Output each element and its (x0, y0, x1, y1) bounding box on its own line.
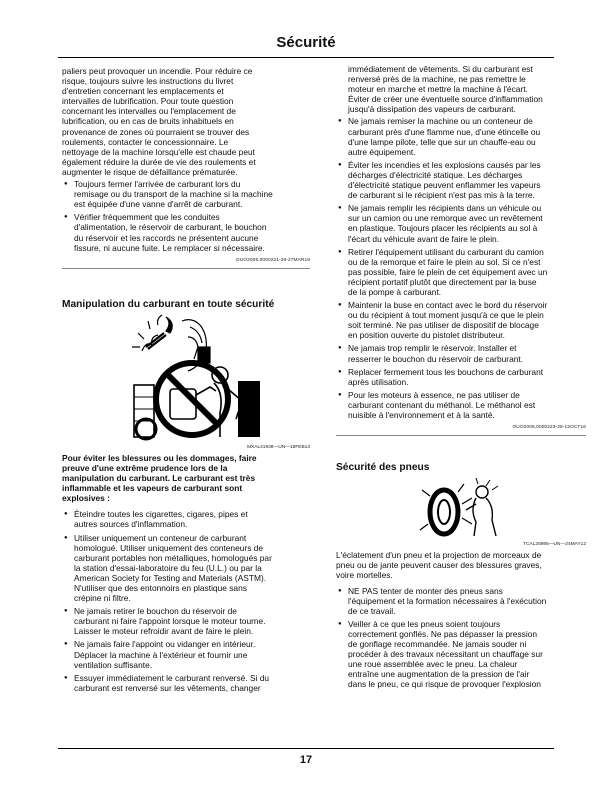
text-line: provenance de zones où pourraient se trouver des (62, 126, 250, 137)
text-line: Pour éviter les blessures ou les dommages, faire (62, 452, 257, 463)
text-line: ● Replacer fermement tous les bouchons de carburant (348, 366, 544, 377)
bullet-item (336, 586, 586, 616)
text-line: lubrification, ou en cas de bruits inhabituels en (62, 116, 234, 127)
text-line: pas possible, faire le plein de cet équipement avec un (348, 266, 548, 277)
page-number: 17 (299, 754, 313, 766)
text-line: ● Veiller à ce que les pneus soient toujours (348, 618, 501, 629)
text-line: ● Éteindre toutes les cigarettes, cigares, pipes et (74, 509, 248, 520)
fuel-handling-title: Manipulation du carburant en toute sécurité (62, 298, 275, 310)
text-line: fissure, ni aucune fuite. Le remplacer si nécessaire. (74, 242, 265, 253)
text-line: American Society for Testing and Materials (ASTM). (74, 572, 267, 583)
text-line: carburant est renversé sur les vêtements, changer (74, 682, 261, 693)
text-line: moteur en marche et mettre la machine à l'écart. (348, 84, 528, 95)
text-line: du réservoir et les raccords ne présentent aucune (74, 232, 259, 243)
text-line: sur un camion ou une remorque avec un revêtement (348, 213, 543, 224)
text-line: ● Vérifier fréquemment que les conduites (74, 212, 220, 223)
left-intro-paragraph (62, 66, 310, 177)
tire-intro-paragraph (336, 550, 586, 580)
text-line: ● Ne jamais remiser la machine ou un conteneur de (348, 116, 533, 127)
text-line: l'équipement et la formation nécessaires à l'exécution (348, 595, 547, 606)
text-line: ● Ne jamais retirer le bouchon du réservoir de (74, 606, 237, 617)
text-line: ● Ne jamais remplir les récipients dans un véhicule ou (348, 203, 542, 214)
text-line: homologué. Utiliser uniquement des conteneurs de (74, 542, 264, 553)
text-line: augmenter le risque de défaillance prématurée. (62, 166, 238, 177)
text-line: d'alimentation, le réservoir de carburant, le bouchon (74, 222, 267, 233)
text-line: soit terminé. Ne pas utiliser de dispositif de blocage (348, 320, 539, 331)
text-line: immédiatement de vêtements. Si du carburant est (348, 64, 533, 74)
text-line: paliers peut provoquer un incendie. Pour réduire ce (62, 66, 253, 76)
text-line: ● Pour les moteurs à essence, ne pas utiliser de (348, 389, 520, 400)
right-reference-code: OUO2005,0000223-28-12OCT16 (512, 425, 586, 431)
text-line: la station d'essai-laboratoire du feu (U.L.) ou par la (74, 562, 262, 573)
tire-safety-illustration (336, 478, 586, 540)
bullet-item (62, 533, 310, 604)
bullet-item (336, 247, 586, 297)
text-line: nettoyage de la machine lorsqu'elle est chaude peut (62, 146, 255, 157)
bullet-item (336, 343, 586, 363)
fuel-figure-reference: MXAL41938—UN—18FEB13 (247, 444, 310, 450)
text-line: ou du récipient à tout moment jusqu'à ce que le plein (348, 310, 544, 321)
fuel-safety-illustration (62, 311, 310, 443)
text-line: de gonflage recommandée. Ne jamais souder ni (348, 639, 527, 650)
right-intro-paragraph (336, 64, 586, 114)
text-line: carburant contenant du méthanol. Le méthanol est (348, 399, 536, 410)
bullet-item (336, 203, 586, 243)
text-line: de la pompe à carburant. (348, 286, 442, 297)
text-line: procéder à des travaux nécessitant un chauffage sur (348, 649, 543, 660)
text-line: correctement gonflés. Ne pas dépasser la pression (348, 628, 538, 639)
left-reference-code: OUO2005,0000221-28-27MAR19 (235, 257, 310, 263)
text-line: manipulation du carburant. Le carburant est très (62, 473, 256, 484)
text-line: ventilation suffisante. (74, 659, 153, 670)
text-line: Éviter de créer une éventuelle source d'inflammation (348, 94, 543, 105)
text-line: également réduire la durée de vie des roulements et (62, 156, 256, 167)
fuel-warning-paragraph (62, 453, 310, 503)
header-rule (58, 57, 554, 58)
text-line: resserrer le bouchon du réservoir de carburant. (348, 353, 524, 364)
bullet-item (62, 639, 310, 669)
right-bullet-list (336, 116, 586, 420)
text-line: Laisser le moteur refroidir avant de faire le plein. (74, 626, 254, 637)
text-line: carburant portables non métalliques, homologués par (74, 552, 272, 563)
text-line: d'entretien concernant les emplacements et (62, 86, 224, 97)
text-line: carburant ni faire l'appoint lorsque le moteur tourne. (74, 616, 266, 627)
bullet-item (62, 606, 310, 636)
fuel-handling-illustration-icon (62, 311, 310, 443)
text-line: autre équipement. (348, 146, 416, 157)
bullet-item (62, 673, 310, 693)
text-line: après utilisation. (348, 376, 409, 387)
text-line: remisage ou du transport de la machine si la machine (74, 189, 273, 200)
text-line: de ce travail. (348, 605, 396, 616)
text-line: ● Ne jamais trop remplir le réservoir. Installer et (348, 343, 517, 354)
bullet-item (62, 509, 310, 529)
text-line: entraîne une augmentation de la pression de l'air (348, 669, 530, 680)
bullet-item (336, 116, 586, 156)
text-line: en position ouverte du pistolet distributeur. (348, 330, 505, 341)
left-top-bullet-list (62, 179, 310, 253)
bullet-item (336, 619, 586, 690)
text-line: crépine ni filtre. (74, 593, 131, 604)
text-line: explosives : (62, 493, 110, 504)
text-line: concernant les intervalles ou l'emplacement de (62, 106, 236, 117)
text-line: autres sources d'inflammation. (74, 519, 188, 530)
text-line: inflammable et les vapeurs de carburant sont (62, 483, 243, 494)
text-line: Déplacer la machine à l'extérieur et fournir une (74, 649, 248, 660)
tire-safety-title: Sécurité des pneus (336, 462, 430, 474)
bullet-item (336, 390, 586, 420)
bullet-item (336, 367, 586, 387)
bullet-item (336, 300, 586, 340)
text-line: l'écart du véhicule avant de faire le plein. (348, 233, 500, 244)
text-line: ou de la remorque et faire le plein au sol. Si ce n'est (348, 256, 541, 267)
text-line: décharges d'électricité statique. Les décharges (348, 169, 523, 180)
text-line: renversé près de la machine, ne pas remettre le (348, 74, 526, 85)
text-line: roulements, contacter le concessionnaire. Le (62, 136, 229, 147)
text-line: est équipée d'une vanne d'arrêt de carburant. (74, 199, 243, 210)
text-line: preuve d'une extrême prudence lors de la (62, 462, 228, 473)
text-line: récipient portatif plutôt que directement par la buse (348, 276, 537, 287)
text-line: L'éclatement d'un pneu et la projection de morceaux de (336, 550, 542, 561)
right-column (336, 64, 586, 693)
tire-figure-reference: TCAL25985—UN—24MAY12 (523, 542, 586, 548)
tire-explosion-icon (336, 478, 586, 540)
text-line: carburant près d'une flamme nue, d'une étincelle ou (348, 126, 541, 137)
text-line: d'une lampe pilote, telle que sur un chauffe-eau ou (348, 136, 536, 147)
bullet-item (336, 160, 586, 200)
text-line: ● Utiliser uniquement un conteneur de carburant (74, 532, 247, 543)
text-line: jusqu'à dissipation des vapeurs de carburant. (348, 104, 516, 115)
text-line: ● Essuyer immédiatement le carburant renversé. Si du (74, 672, 270, 683)
text-line: ● Maintenir la buse en contact avec le bord du réservoir (348, 300, 548, 311)
text-line: nuisible à l'environnement et à la santé. (348, 410, 495, 420)
text-line: risque, toujours suivre les instructions du livret (62, 76, 234, 87)
left-bottom-bullet-list (62, 509, 310, 693)
text-line: une roue assemblée avec le pneu. La chaleur (348, 659, 518, 670)
text-line: ● Toujours fermer l'arrivée de carburant lors du (74, 179, 241, 190)
text-line: d'électricité statique peuvent enflammer les vapeurs (348, 180, 541, 191)
text-line: ● Ne jamais faire l'appoint ou vidanger en intérieur. (74, 639, 256, 650)
text-line: pneu ou de jante peuvent causer des blessures graves, (336, 560, 542, 571)
text-line: intervalles de lubrification. Pour toute question (62, 96, 234, 107)
footer-rule (58, 748, 554, 749)
bullet-item (62, 212, 310, 252)
text-line: voire mortelles. (336, 570, 393, 581)
text-line: ● NE PAS tenter de monter des pneus sans (348, 585, 503, 596)
text-line: dans le pneu, ce qui risque de provoquer l'explosion (348, 679, 541, 690)
text-line: en plastique. Toujours placer les récipients au sol à (348, 223, 538, 234)
page-header: Sécurité (276, 34, 336, 51)
bullet-item (62, 179, 310, 209)
text-line: ● Éviter les incendies et les explosions causés par les (348, 159, 541, 170)
left-column (62, 66, 310, 696)
text-line: ● Retirer l'équipement utilisant du carburant du camion (348, 246, 544, 257)
text-line: N'utiliser que des entonnoirs en plastique sans (74, 583, 247, 593)
tire-bullet-list (336, 586, 586, 690)
text-line: de carburant si le récipient n'est pas mis à la terre. (348, 190, 535, 201)
